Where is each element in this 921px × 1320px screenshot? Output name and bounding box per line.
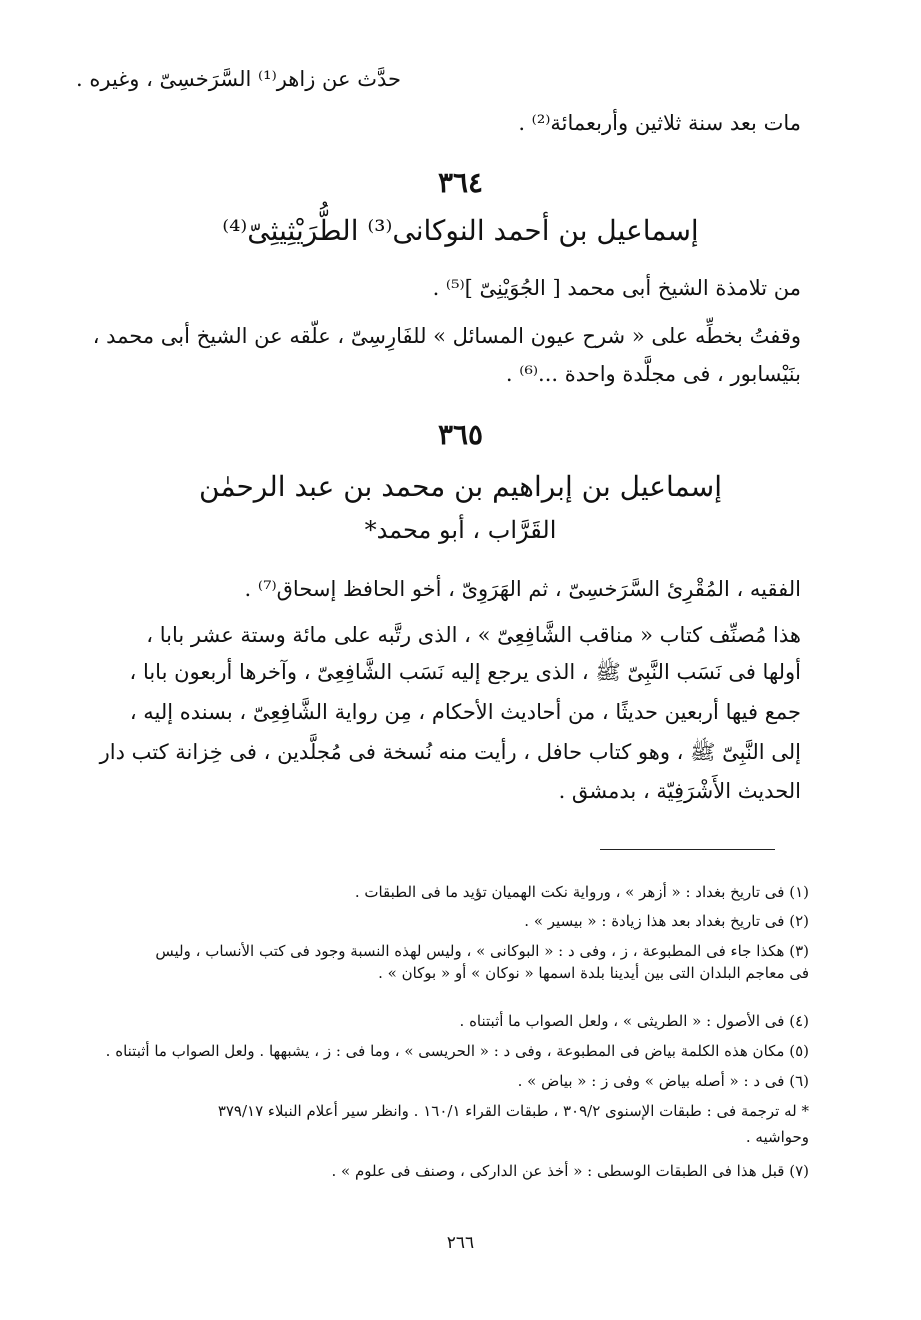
footnote-2: (٢) فى تاريخ بغداد بعد هذا زيادة : « بيسير » . [524, 912, 809, 930]
entry-365-line-5: إلى النَّبِىّ ﷺ ، وهو كتاب حافل ، رأيت منه نُسخة فى مُجلَّدين ، فى خِزانة كتب دار [99, 740, 801, 764]
entry-365-line-4: جمع فيها أربعين حديثًا ، من أحاديث الأحكام ، مِن رواية الشَّافِعِىّ ، بسنده إليه ، [129, 700, 801, 724]
entry-title-365: إسماعيل بن إبراهيم بن محمد بن عبد الرحمٰن [199, 470, 722, 503]
footnote-star-cont: وحواشيه . [745, 1128, 809, 1146]
entry-number-364: ٣٦٤ [437, 166, 484, 199]
footnote-1: (١) فى تاريخ بغداد : « أزهر » ، ورواية نكت الهميان تؤيد ما فى الطبقات . [354, 883, 809, 901]
entry-364-line-1: من تلامذة الشيخ أبى محمد [ الجُوَيْنِىّ ]⁽⁵⁾ . [432, 276, 801, 300]
footnote-6: (٦) فى د : « أصله بياض » وفى ز : « بياض » . [517, 1072, 809, 1090]
footnote-separator [600, 849, 775, 850]
entry-title-364: إسماعيل بن أحمد النوكانى⁽³⁾ الطُّرَيْثِيثِىّ⁽⁴⁾ [222, 214, 699, 247]
entry-number-365: ٣٦٥ [437, 418, 484, 451]
entry-365-line-3: أولها فى نَسَب النَّبِىّ ﷺ ، الذى يرجع إليه نَسَب الشَّافِعِىّ ، وآخرها أربعون بابا ، [129, 660, 801, 684]
entry-364-line-2: وقفتُ بخطِّه على « شرح عيون المسائل » للفَارِسِىّ ، علّقه عن الشيخ أبى محمد ، [92, 324, 801, 348]
footnote-3-cont: فى معاجم البلدان التى بين أيدينا بلدة اسمها « نوكان » أو « بوكان » . [378, 964, 809, 982]
entry-365-line-6: الحديث الأَشْرَفِيّة ، بدمشق . [558, 779, 801, 803]
entry-365-line-1: الفقيه ، المُقْرِئ السَّرَخسِىّ ، ثم الهَرَوِىّ ، أخو الحافظ إسحاق⁽⁷⁾ . [244, 577, 801, 601]
entry-364-line-3: بنَيْسابور ، فى مجلَّدة واحدة ...⁽⁶⁾ . [505, 362, 801, 386]
footnote-5: (٥) مكان هذه الكلمة بياض فى المطبوعة ، وفى د : « الحريسى » ، وما فى : ز ، يشبهها . ولعل الصواب ما أثبتناه . [105, 1042, 809, 1060]
footnote-star: * له ترجمة فى : طبقات الإسنوى ٣٠٩/٢ ، طبقات القراء ١٦٠/١ . وانظر سير أعلام النبلاء ٣٧٩/١٧ [217, 1102, 809, 1120]
entry-365-line-2: هذا مُصنِّف كتاب « مناقب الشَّافِعِىّ » ، الذى رتَّبه على مائة وستة عشر بابا ، [146, 623, 801, 647]
footnote-4: (٤) فى الأصول : « الطريثى » ، ولعل الصواب ما أثبتناه . [459, 1012, 809, 1030]
footnote-3: (٣) هكذا جاء فى المطبوعة ، ز ، وفى د : « البوكانى » ، وليس لهذه النسبة وجود فى كتب الأنساب ، وليس [155, 942, 809, 960]
footnote-7: (٧) قبل هذا فى الطبقات الوسطى : « أخذ عن الداركى ، وصنف فى علوم » . [331, 1162, 809, 1180]
top-line-1: حدَّث عن زاهر⁽¹⁾ السَّرَخسِىّ ، وغيره . [76, 67, 401, 91]
page-number: ٢٦٦ [446, 1233, 475, 1253]
top-line-2: مات بعد سنة ثلاثين وأربعمائة⁽²⁾ . [518, 111, 801, 135]
entry-subtitle-365: القَرَّاب ، أبو محمد* [364, 516, 557, 544]
